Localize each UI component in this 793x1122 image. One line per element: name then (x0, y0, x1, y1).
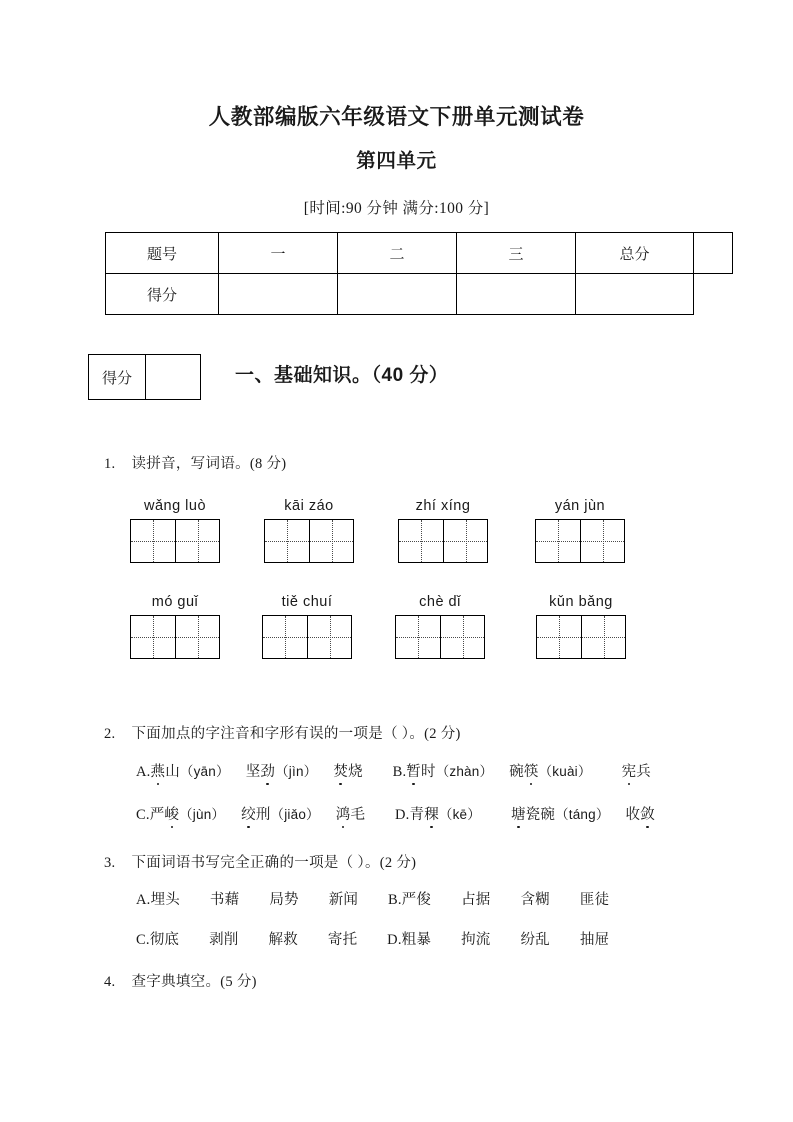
dotted-char: 敛 (640, 803, 655, 824)
score-table-row-label: 题号 (106, 233, 219, 274)
question-1-number: 1. (104, 456, 116, 472)
option-word: 匪徒 (579, 892, 610, 908)
option-word: 严 (149, 807, 165, 823)
question-2-number: 2. (104, 726, 116, 742)
option-pinyin: （jìn） (275, 764, 318, 779)
pinyin-label: yán jùn (554, 498, 606, 514)
section-score-label: 得分 (89, 355, 146, 400)
writing-grid-cell[interactable] (307, 616, 351, 658)
question-3-number: 3. (104, 855, 116, 871)
option-pinyin: （kē） (438, 807, 481, 822)
option-pinyin: （jiǎo） (270, 807, 320, 822)
option-letter: B. (387, 892, 402, 908)
dotted-char: 筷 (524, 760, 539, 781)
pinyin-label: tiě chuí (281, 594, 333, 610)
score-cell-q2[interactable] (338, 274, 457, 315)
writing-grid[interactable] (398, 519, 488, 563)
dotted-char: 鸿 (336, 803, 351, 824)
dotted-char: 焚 (333, 760, 348, 781)
option-letter: C. (136, 807, 150, 823)
question-4-stem: 查字典填空。(5 分) (131, 974, 257, 990)
option-word-rest: 刑 (255, 807, 271, 823)
writing-grid[interactable] (264, 519, 354, 563)
question-3-options-row-2 (136, 928, 609, 949)
option-word-rest: 时 (421, 764, 436, 780)
option-word: 碗 (509, 764, 524, 780)
writing-grid-cell[interactable] (396, 616, 440, 658)
writing-grid-cell[interactable] (443, 520, 487, 562)
writing-grid[interactable] (262, 615, 352, 659)
option-3-B[interactable] (388, 888, 609, 909)
option-word: 彻底 (149, 932, 180, 948)
writing-grid-cell[interactable] (440, 616, 484, 658)
option-word-rest: 山 (165, 764, 180, 780)
option-letter: A. (136, 764, 151, 780)
pinyin-item-zhixing (397, 498, 489, 563)
score-table-cell-q1[interactable]: 一 (219, 233, 338, 274)
dotted-char: 燕 (151, 760, 166, 781)
option-pinyin: （zhàn） (435, 764, 494, 779)
writing-grid-cell[interactable] (399, 520, 443, 562)
option-word-rest: 瓷碗 (525, 807, 556, 823)
dotted-char: 宪 (622, 760, 637, 781)
writing-grid[interactable] (535, 519, 625, 563)
pinyin-item-kunbang (535, 594, 627, 659)
pinyin-label: zhí xíng (415, 498, 471, 514)
option-word: 解救 (268, 932, 298, 948)
option-word: 坚 (245, 764, 261, 780)
pinyin-item-yanjun (534, 498, 626, 563)
option-letter: D. (394, 807, 410, 823)
question-4 (104, 970, 257, 991)
option-word: 抽屉 (579, 932, 610, 948)
dotted-char: 绞 (241, 803, 256, 824)
score-cell-total[interactable] (576, 274, 694, 315)
pinyin-label: mó guǐ (151, 594, 199, 610)
writing-grid-cell[interactable] (309, 520, 353, 562)
score-cell-q1[interactable] (219, 274, 338, 315)
dotted-char: 劲 (260, 760, 275, 781)
option-word: 寄托 (327, 932, 358, 948)
pinyin-label: wǎng luò (143, 498, 207, 514)
score-table-cell-q2[interactable]: 二 (338, 233, 457, 274)
writing-grid-cell[interactable] (537, 616, 581, 658)
question-4-number: 4. (104, 974, 116, 990)
option-word: 严俊 (401, 892, 432, 908)
question-3-stem: 下面词语书写完全正确的一项是（ ）。(2 分) (131, 855, 417, 871)
option-2-B[interactable] (393, 760, 651, 781)
option-word: 埋头 (150, 892, 180, 908)
dotted-char: 塘 (511, 803, 526, 824)
option-pinyin: （kuài） (538, 764, 592, 779)
writing-grid-cell[interactable] (175, 616, 219, 658)
pinyin-item-chedi (394, 594, 486, 659)
option-2-D[interactable] (395, 803, 655, 824)
section-title: 一、基础知识。（40 分） (235, 365, 449, 386)
option-letter: D. (387, 932, 402, 948)
option-word: 收 (625, 807, 641, 823)
question-1-stem: 读拼音，写词语。(8 分) (131, 456, 287, 472)
writing-grid-cell[interactable] (265, 520, 309, 562)
writing-grid-cell[interactable] (581, 616, 625, 658)
question-2-stem: 下面加点的字注音和字形有误的一项是（ ）。(2 分) (131, 726, 461, 742)
score-cell-extra[interactable] (694, 274, 733, 315)
score-table-cell-extra[interactable] (694, 233, 733, 274)
writing-grid[interactable] (395, 615, 485, 659)
dotted-char: 暂 (406, 760, 421, 781)
section-score-box (88, 354, 201, 400)
score-table-cell-total[interactable]: 总分 (576, 233, 694, 274)
section-header (88, 354, 448, 400)
writing-grid-cell[interactable] (263, 616, 307, 658)
writing-grid-cell[interactable] (580, 520, 624, 562)
option-word: 局势 (269, 892, 299, 908)
score-table-cell-q3[interactable]: 三 (457, 233, 576, 274)
writing-grid-cell[interactable] (131, 520, 175, 562)
pinyin-item-tiechui (261, 594, 353, 659)
table-row (106, 233, 733, 274)
score-table-row-label: 得分 (106, 274, 219, 315)
question-3-options-row-1 (136, 888, 609, 909)
option-3-C[interactable] (136, 928, 357, 949)
question-1 (104, 452, 286, 473)
option-word-rest: 毛 (350, 807, 366, 823)
option-2-C[interactable] (136, 803, 365, 824)
writing-grid[interactable] (130, 519, 220, 563)
option-pinyin: （yān） (179, 764, 230, 779)
option-word: 纷乱 (520, 932, 550, 948)
score-table (105, 232, 733, 315)
option-word-rest: 烧 (348, 764, 363, 780)
option-letter: A. (136, 892, 151, 908)
pinyin-item-wangluo (129, 498, 221, 563)
writing-grid-cell[interactable] (175, 520, 219, 562)
option-letter: B. (392, 764, 407, 780)
writing-grid-cell[interactable] (131, 616, 175, 658)
option-2-A[interactable] (136, 760, 363, 781)
question-2-options-row-1 (136, 760, 651, 781)
dotted-char: 稞 (424, 803, 439, 824)
dotted-char: 峻 (164, 803, 179, 824)
pinyin-item-mogui (129, 594, 221, 659)
page-title: 人教部编版六年级语文下册单元测试卷 (208, 105, 585, 129)
option-word: 拘流 (461, 932, 491, 948)
question-3 (104, 851, 416, 872)
question-2 (104, 722, 461, 743)
writing-grid[interactable] (130, 615, 220, 659)
option-word: 含糊 (520, 892, 550, 908)
section-score-value[interactable] (146, 355, 201, 400)
option-word: 书藉 (209, 892, 240, 908)
writing-grid[interactable] (536, 615, 626, 659)
table-row (89, 355, 201, 400)
option-word: 剥削 (209, 932, 239, 948)
score-cell-q3[interactable] (457, 274, 576, 315)
option-word: 青 (409, 807, 425, 823)
option-word: 新闻 (328, 892, 359, 908)
table-row (106, 274, 733, 315)
option-pinyin: （jùn） (179, 807, 226, 822)
pinyin-label: kāi záo (284, 498, 334, 514)
option-pinyin: （táng） (555, 807, 610, 822)
option-letter: C. (136, 932, 150, 948)
writing-grid-cell[interactable] (536, 520, 580, 562)
pinyin-item-kaizao (263, 498, 355, 563)
option-3-D[interactable] (387, 928, 609, 949)
page-subtitle: 第四单元 (356, 150, 437, 172)
exam-meta: [时间:90 分钟 满分:100 分] (303, 200, 490, 217)
option-3-A[interactable] (136, 888, 358, 909)
option-word: 粗暴 (401, 932, 432, 948)
option-word-rest: 兵 (636, 764, 651, 780)
question-2-options-row-2 (136, 803, 655, 824)
pinyin-label: kǔn bǎng (549, 594, 613, 610)
pinyin-label: chè dǐ (419, 594, 461, 610)
option-word: 占据 (461, 892, 491, 908)
